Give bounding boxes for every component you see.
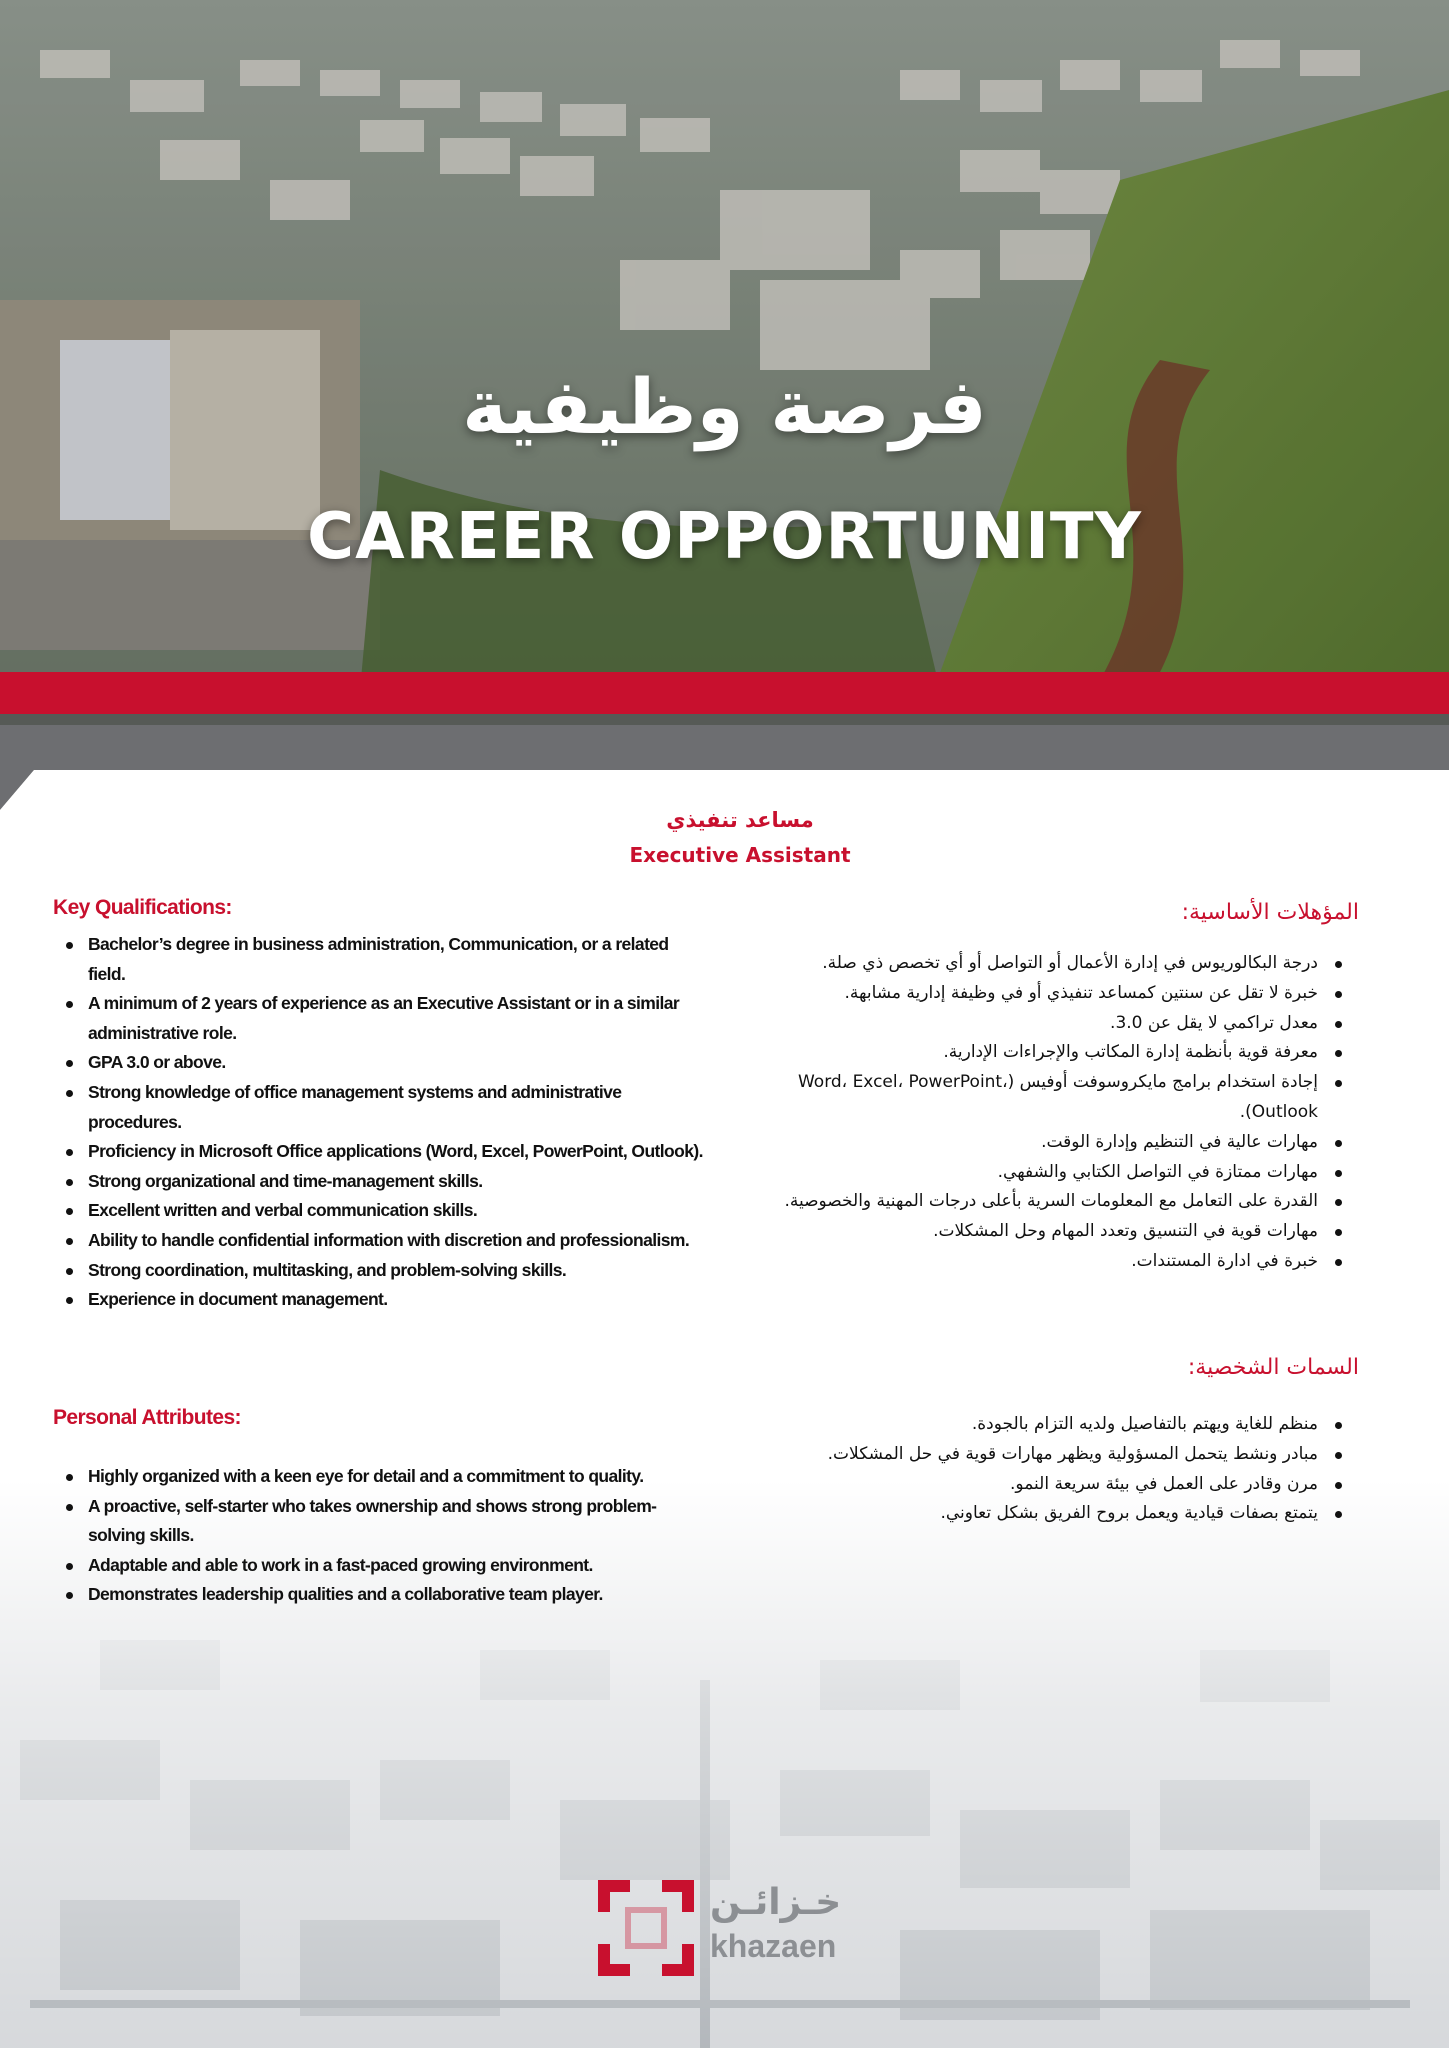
list-item: A proactive, self-starter who takes ownership and shows strong problem-solving skills. [53, 1492, 703, 1551]
list-item: Demonstrates leadership qualities and a collaborative team player. [53, 1580, 703, 1610]
list-item: القدرة على التعامل مع المعلومات السرية بأعلى درجات المهنية والخصوصية. [719, 1187, 1359, 1217]
ar-attributes-heading: السمات الشخصية: [1187, 1355, 1359, 1380]
list-item: Highly organized with a keen eye for detail and a commitment to quality. [53, 1462, 703, 1492]
job-title-arabic: مساعد تنفيذي [666, 808, 814, 832]
gray-divider-band [0, 725, 1449, 815]
list-item: معرفة قوية بأنظمة إدارة المكاتب والإجراءات الإدارية. [719, 1038, 1359, 1068]
ar-qualifications-heading: المؤهلات الأساسية: [1181, 900, 1359, 925]
ar-attributes-list [719, 1410, 1359, 1529]
job-title-english: Executive Assistant [629, 843, 851, 867]
ar-qualifications-list [719, 949, 1359, 1277]
ar-attributes-section [719, 1355, 1359, 1529]
list-item: Strong coordination, multitasking, and problem-solving skills. [53, 1256, 703, 1286]
en-qualifications-heading: Key Qualifications: [53, 896, 232, 919]
list-item: إجادة استخدام برامج مايكروسوفت أوفيس (Word، Excel، PowerPoint، Outlook). [719, 1068, 1359, 1128]
list-item: Bachelor’s degree in business administration, Communication, or a related field. [53, 930, 703, 989]
khazaen-logo [598, 1880, 858, 1976]
list-item: منظم للغاية ويهتم بالتفاصيل ولديه التزام بالجودة. [719, 1410, 1359, 1440]
logo-name-english: khazaen [710, 1928, 837, 1964]
en-attributes-list [53, 1462, 703, 1610]
list-item: Experience in document management. [53, 1285, 703, 1315]
logo-mark-icon [598, 1880, 694, 1976]
list-item: معدل تراكمي لا يقل عن 3.0. [719, 1009, 1359, 1039]
list-item: مهارات عالية في التنظيم وإدارة الوقت. [719, 1128, 1359, 1158]
list-item: Strong organizational and time-management skills. [53, 1167, 703, 1197]
list-item: خبرة لا تقل عن سنتين كمساعد تنفيذي أو في وظيفة إدارية مشابهة. [719, 979, 1359, 1009]
logo-name-arabic: خـزائـن [710, 1882, 842, 1923]
en-attributes-heading: Personal Attributes: [53, 1406, 241, 1429]
list-item: مهارات قوية في التنسيق وتعدد المهام وحل المشكلات. [719, 1217, 1359, 1247]
list-item: مهارات ممتازة في التواصل الكتابي والشفهي. [719, 1158, 1359, 1188]
en-qualifications-section [53, 896, 703, 1315]
en-qualifications-list [53, 930, 703, 1315]
hero-title-english: CAREER OPPORTUNITY [307, 500, 1142, 574]
list-item: مبادر ونشط يتحمل المسؤولية ويظهر مهارات قوية في حل المشكلات. [719, 1440, 1359, 1470]
list-item: درجة البكالوريوس في إدارة الأعمال أو التواصل أو أي تخصص ذي صلة. [719, 949, 1359, 979]
list-item: GPA 3.0 or above. [53, 1048, 703, 1078]
list-item: يتمتع بصفات قيادية ويعمل بروح الفريق بشكل تعاوني. [719, 1499, 1359, 1529]
list-item: A minimum of 2 years of experience as an Executive Assistant or in a similar administrative role. [53, 989, 703, 1048]
list-item: مرن وقادر على العمل في بيئة سريعة النمو. [719, 1470, 1359, 1500]
ar-qualifications-section [719, 900, 1359, 1277]
list-item: Excellent written and verbal communication skills. [53, 1196, 703, 1226]
list-item: Ability to handle confidential information with discretion and professionalism. [53, 1226, 703, 1256]
hero-title-arabic: فرصة وظيفية [462, 362, 987, 451]
list-item: Adaptable and able to work in a fast-paced growing environment. [53, 1551, 703, 1581]
list-item: Strong knowledge of office management systems and administrative procedures. [53, 1078, 703, 1137]
hero-banner [0, 0, 1449, 725]
list-item: Proficiency in Microsoft Office applications (Word, Excel, PowerPoint, Outlook). [53, 1137, 703, 1167]
list-item: خبرة في ادارة المستندات. [719, 1247, 1359, 1277]
en-attributes-section [53, 1406, 703, 1610]
